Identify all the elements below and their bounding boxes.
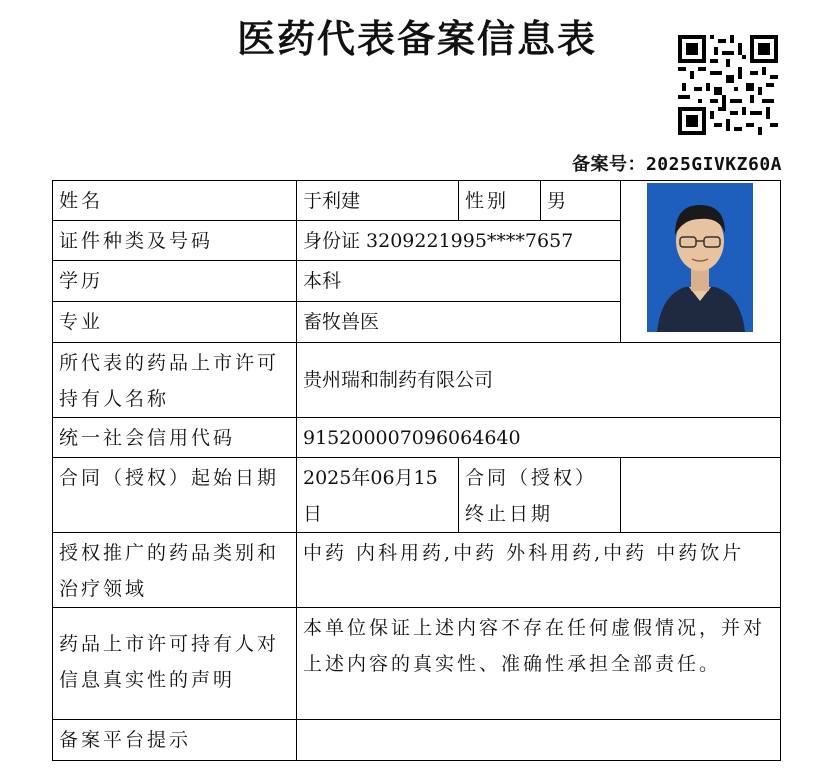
value-holder: 贵州瑞和制药有限公司 <box>297 343 781 418</box>
label-scope: 授权推广的药品类别和治疗领域 <box>53 533 297 608</box>
value-credit-code: 915200007096064640 <box>297 418 781 458</box>
value-gender: 男 <box>541 181 621 221</box>
value-scope: 中药 内科用药,中药 外科用药,中药 中药饮片 <box>297 533 781 608</box>
label-name: 姓名 <box>53 181 297 221</box>
registration-number: 备案号：2025GIVKZ60A <box>571 154 782 175</box>
label-id-type: 证件种类及号码 <box>53 221 297 261</box>
value-contract-start: 2025年06月15日 <box>297 458 459 533</box>
qr-code <box>678 35 778 135</box>
label-platform-tip: 备案平台提示 <box>53 720 297 760</box>
label-contract-end: 合同（授权）终止日期 <box>459 458 621 533</box>
label-major: 专业 <box>53 302 297 343</box>
id-photo <box>647 183 753 332</box>
value-education: 本科 <box>297 261 621 302</box>
label-contract-start: 合同（授权）起始日期 <box>53 458 297 533</box>
label-credit-code: 统一社会信用代码 <box>53 418 297 458</box>
portrait-image <box>647 183 753 332</box>
value-statement: 本单位保证上述内容不存在任何虚假情况，并对上述内容的真实性、准确性承担全部责任。 <box>297 608 781 720</box>
label-education: 学历 <box>53 261 297 302</box>
value-contract-end <box>621 458 781 533</box>
value-id: 身份证 3209221995****7657 <box>297 221 621 261</box>
label-holder: 所代表的药品上市许可持有人名称 <box>53 343 297 418</box>
info-table <box>52 180 781 761</box>
label-gender: 性别 <box>459 181 541 221</box>
page-title: 医药代表备案信息表 <box>236 17 597 61</box>
value-platform-tip <box>297 720 781 760</box>
label-statement: 药品上市许可持有人对信息真实性的声明 <box>53 608 297 720</box>
value-major: 畜牧兽医 <box>297 302 621 343</box>
value-name: 于利建 <box>297 181 459 221</box>
